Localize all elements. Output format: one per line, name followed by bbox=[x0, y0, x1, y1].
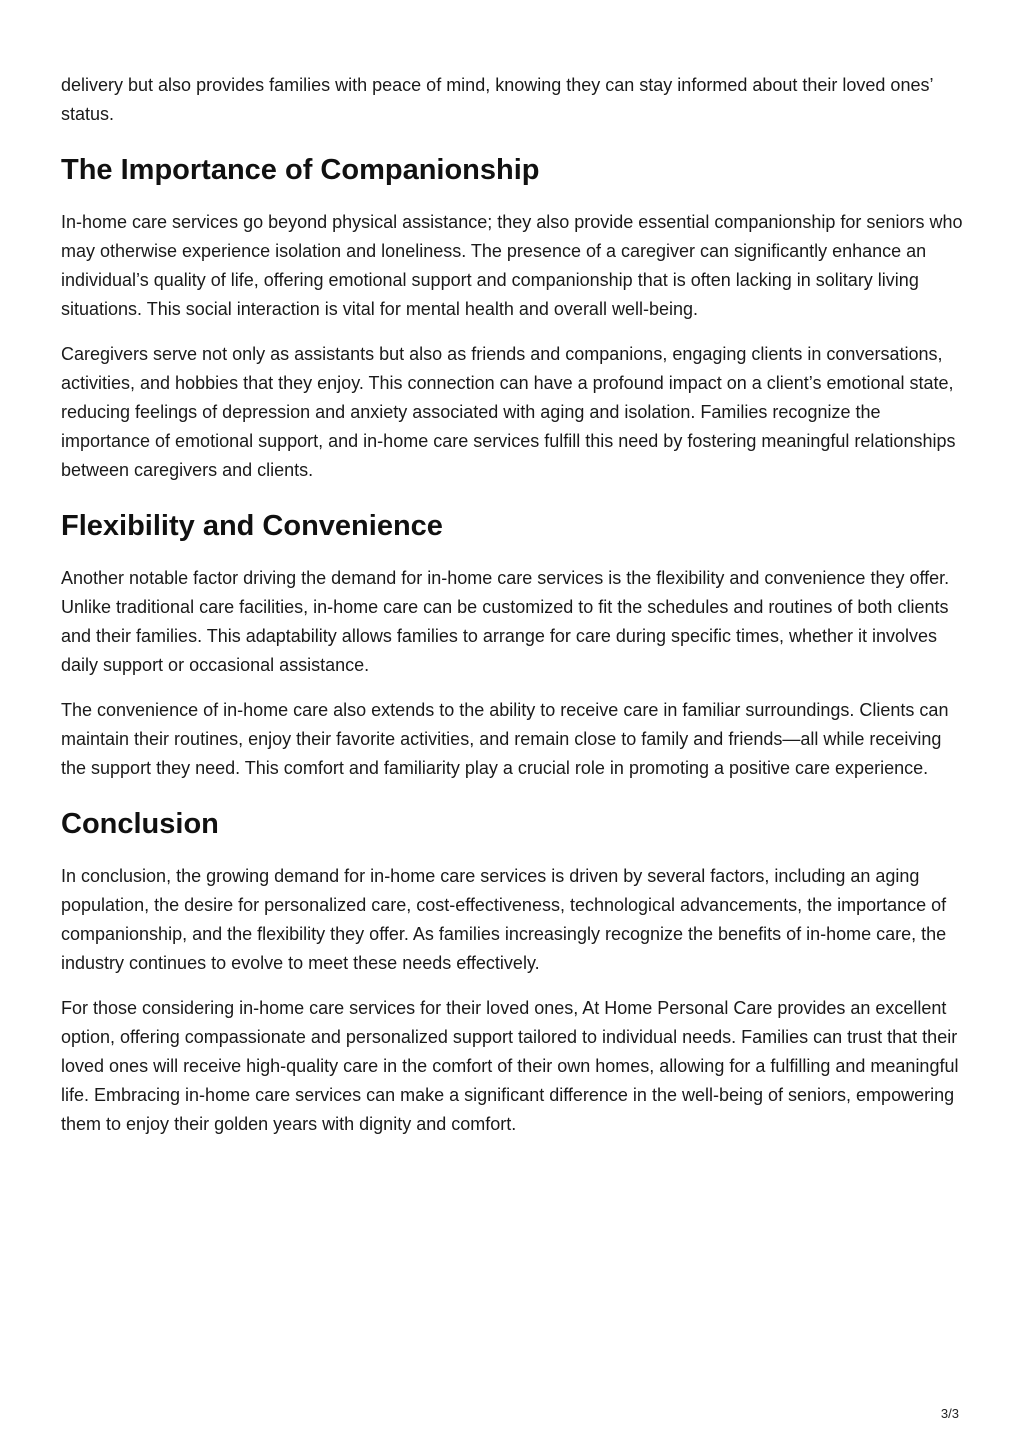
flexibility-paragraph-2: The convenience of in-home care also extends to the ability to receive care in familiar surroundings. Clients can maintain their routines, enjoy their favorite activities, and remain close to family and friends—all while receiving the support they need. This comfort and familiarity play a crucial role in promoting a positive care experience. bbox=[61, 700, 949, 778]
intro-paragraph: delivery but also provides families with peace of mind, knowing they can stay informed about their loved ones’ status. bbox=[61, 75, 933, 124]
page-number: 3/3 bbox=[940, 1406, 959, 1421]
document-page bbox=[61, 71, 966, 1155]
conclusion-paragraph-2: For those considering in-home care services for their loved ones, At Home Personal Care provides an excellent option, offering compassionate and personalized support tailored to individual needs. Families can trust that their loved ones will receive high-quality care in the comfort of their own homes, allowing for a fulfilling and meaningful life. Embracing in-home care services can make a significant difference in the well-being of seniors, empowering them to enjoy their golden years with dignity and comfort. bbox=[61, 998, 959, 1134]
flexibility-paragraph-1: Another notable factor driving the demand for in-home care services is the flexibility and convenience they offer. Unlike traditional care facilities, in-home care can be customized to fit the schedules and routines of both clients and their families. This adaptability allows families to arrange for care during specific times, whether it involves daily support or occasional assistance. bbox=[61, 568, 950, 675]
companionship-paragraph-2: Caregivers serve not only as assistants but also as friends and companions, engaging clients in conversations, activities, and hobbies that they enjoy. This connection can have a profound impact on a client’s emotional state, reducing feelings of depression and anxiety associated with aging and isolation. Families recognize the importance of emotional support, and in-home care services fulfill this need by fostering meaningful relationships between caregivers and clients. bbox=[61, 344, 956, 480]
companionship-paragraph-1: In-home care services go beyond physical assistance; they also provide essential companionship for seniors who may otherwise experience isolation and loneliness. The presence of a caregiver can significantly enhance an individual’s quality of life, offering emotional support and companionship that is often lacking in solitary living situations. This social interaction is vital for mental health and overall well-being. bbox=[61, 212, 963, 319]
conclusion-paragraph-1: In conclusion, the growing demand for in-home care services is driven by several factors, including an aging population, the desire for personalized care, cost-effectiveness, technological advancements, the importance of companionship, and the flexibility they offer. As families increasingly recognize the benefits of in-home care, the industry continues to evolve to meet these needs effectively. bbox=[61, 866, 947, 973]
section-heading-companionship: The Importance of Companionship bbox=[61, 154, 540, 186]
section-heading-conclusion: Conclusion bbox=[61, 808, 219, 840]
section-heading-flexibility: Flexibility and Convenience bbox=[61, 510, 443, 542]
